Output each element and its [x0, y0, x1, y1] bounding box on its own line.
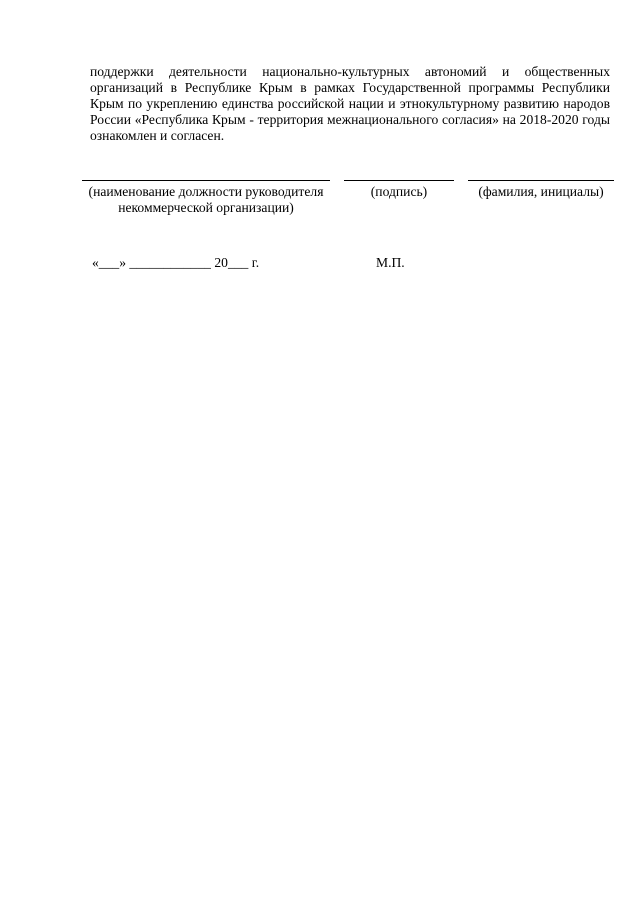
position-caption: (наименование должности руководителя некоммерческой организации)	[88, 184, 324, 215]
agreement-paragraph: поддержки деятельности национально-культурных автономий и общественных организаций в Республике Крым в рамках Государственной программы Республики Крым по укреплению единства российской нации и этнокультурному развитию народов России «Республика Крым - территория межнационального согласия» на 2018-2020 годы ознакомлен и согласен.	[90, 64, 610, 143]
date-line: «___» ____________ 20___ г.	[92, 255, 260, 270]
signature-caption: (подпись)	[370, 184, 428, 199]
name-caption: (фамилия, инициалы)	[478, 184, 604, 199]
stamp-label: М.П.	[376, 255, 405, 270]
signature-line	[344, 180, 454, 181]
name-signature-line	[468, 180, 614, 181]
position-signature-line	[82, 180, 330, 181]
